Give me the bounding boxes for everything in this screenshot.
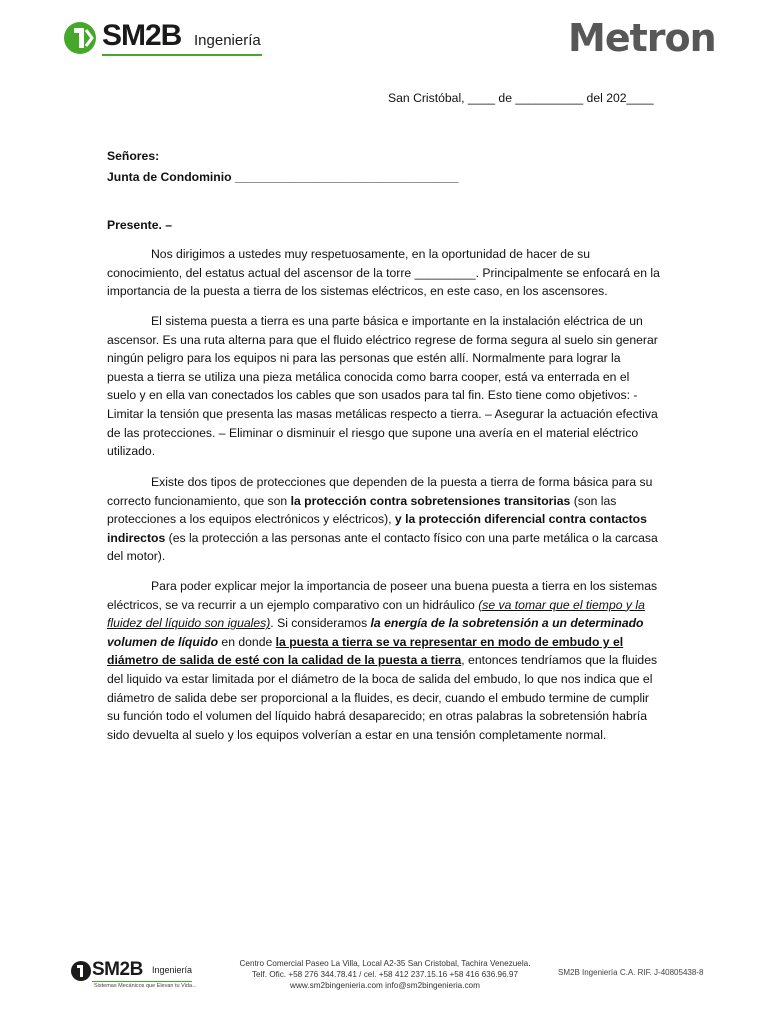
paragraph-3-bold-2: y la protección diferencial contra contactos indirectos — [107, 512, 647, 545]
presente-line: Presente. – — [107, 218, 173, 232]
paragraph-4-text-e: en donde — [218, 634, 276, 649]
footer-address-line-2: Telf. Ofic. +58 276 344.78.41 / cel. +58 412 237.15.16 +58 416 636.96.97 — [251, 970, 519, 979]
sm2b-logo — [62, 18, 282, 58]
footer-address — [200, 958, 570, 991]
paragraph-4-text-a: Para poder explicar mejor la importancia de poseer una buena puesta a tierra en los sistemas eléctricos, se va recurrir a un ejemplo comparativo con un hidráulico — [107, 579, 658, 612]
salutation-line-2: Junta de Condominio _________________________________ — [107, 170, 459, 184]
footer-tagline: Sistemas Mecánicos que Elevan tu Vida... — [94, 983, 197, 989]
footer-address-line-1: Centro Comercial Paseo La Villa, Local A2-35 San Cristobal, Tachira Venezuela. — [239, 959, 531, 968]
footer-logo-sub: Ingeniería — [152, 965, 193, 975]
paragraph-3-text-e: (es la protección a las personas ante el contacto físico con una parte metálica o la carcasa del motor). — [107, 530, 658, 564]
footer-rif: SM2B Ingeniería C.A. RIF. J-40805438-8 — [558, 968, 704, 977]
footer-address-line-3: www.sm2bingenieria.com info@sm2bingenieria.com — [290, 981, 480, 990]
metron-logo: Metron — [568, 16, 716, 60]
sm2b-logo-word: SM2B — [102, 19, 182, 52]
footer-sm2b-mark-icon — [70, 960, 92, 982]
paragraph-2 — [107, 312, 660, 461]
paragraph-3-text-a: Existe dos tipos de protecciones que dependen de la puesta a tierra de forma básica para su correcto funcionamiento, que son — [107, 475, 653, 508]
paragraph-4-bold-italic: la energía de la sobretensión a un determinado volumen de líquido — [107, 616, 644, 649]
paragraph-1-text: Nos dirigimos a ustedes muy respetuosamente, en la oportunidad de hacer de su conocimiento, del estatus actual del ascensor de la torre _________. Principalmente se enfocará en la importancia de la puesta a tierra de los sistemas eléctricos, en este caso, en los ascensores. — [107, 247, 660, 299]
paragraph-4-italic-underline: (se va tomar que el tiempo y la fluidez del líquido son iguales) — [107, 597, 645, 631]
paragraph-4-text-g: , entonces tendríamos que la fluides del liquido va estar limitada por el diámetro de la boca de salida del embudo, lo que nos indica que el diámetro de salida debe ser proporcional a la fluides, es decir, cuando el embudo termine de cumplir su función todo el volumen del líquido habrá desaparecido; en otras palabras la sobretensión habría sido devuelta al suelo y los equipos volverían a estar en una tensión completamente normal. — [107, 653, 658, 742]
paragraph-4-text-c: . Si consideramos — [270, 616, 371, 631]
date-line: San Cristóbal, ____ de __________ del 202____ — [388, 91, 654, 105]
paragraph-4 — [107, 577, 660, 744]
paragraph-3-bold-1: la protección contra sobretensiones transitorias — [290, 493, 571, 508]
paragraph-4-bold-underline: la puesta a tierra se va representar en modo de embudo y el diámetro de salida de esté con la calidad de la puesta a tierra — [107, 634, 624, 668]
sm2b-mark-icon — [62, 20, 100, 56]
footer-logo — [70, 958, 200, 992]
salutation-line-1: Señores: — [107, 149, 160, 163]
paragraph-1 — [107, 245, 660, 301]
sm2b-logo-sub: Ingeniería — [194, 32, 261, 49]
footer-logo-word: SM2B — [92, 959, 143, 980]
footer-logo-underline — [92, 981, 192, 982]
paragraph-3-text-c: (son las protecciones a los equipos electrónicos y eléctricos), — [107, 493, 617, 527]
sm2b-logo-underline — [102, 54, 262, 56]
paragraph-3 — [107, 473, 660, 566]
paragraph-2-text: El sistema puesta a tierra es una parte básica e importante en la instalación eléctrica de un ascensor. Es una ruta alterna para que el fluido eléctrico regrese de forma segura al suelo sin generar ningún peligro para los equipos ni para las personas que estén allí. Normalmente para lograr la puesta a tierra se utiliza una pieza metálica conocida como barra cooper, está va enterrada en el suelo y en ella van conectados los cables que son usados para tal fin. Esto tiene como objetivos: - Limitar la tensión que presenta las masas metálicas respecto a tierra. – Asegurar la actuación efectiva de las protecciones. – Eliminar o disminuir el riesgo que supone una avería en el material eléctrico utilizado. — [107, 314, 658, 459]
